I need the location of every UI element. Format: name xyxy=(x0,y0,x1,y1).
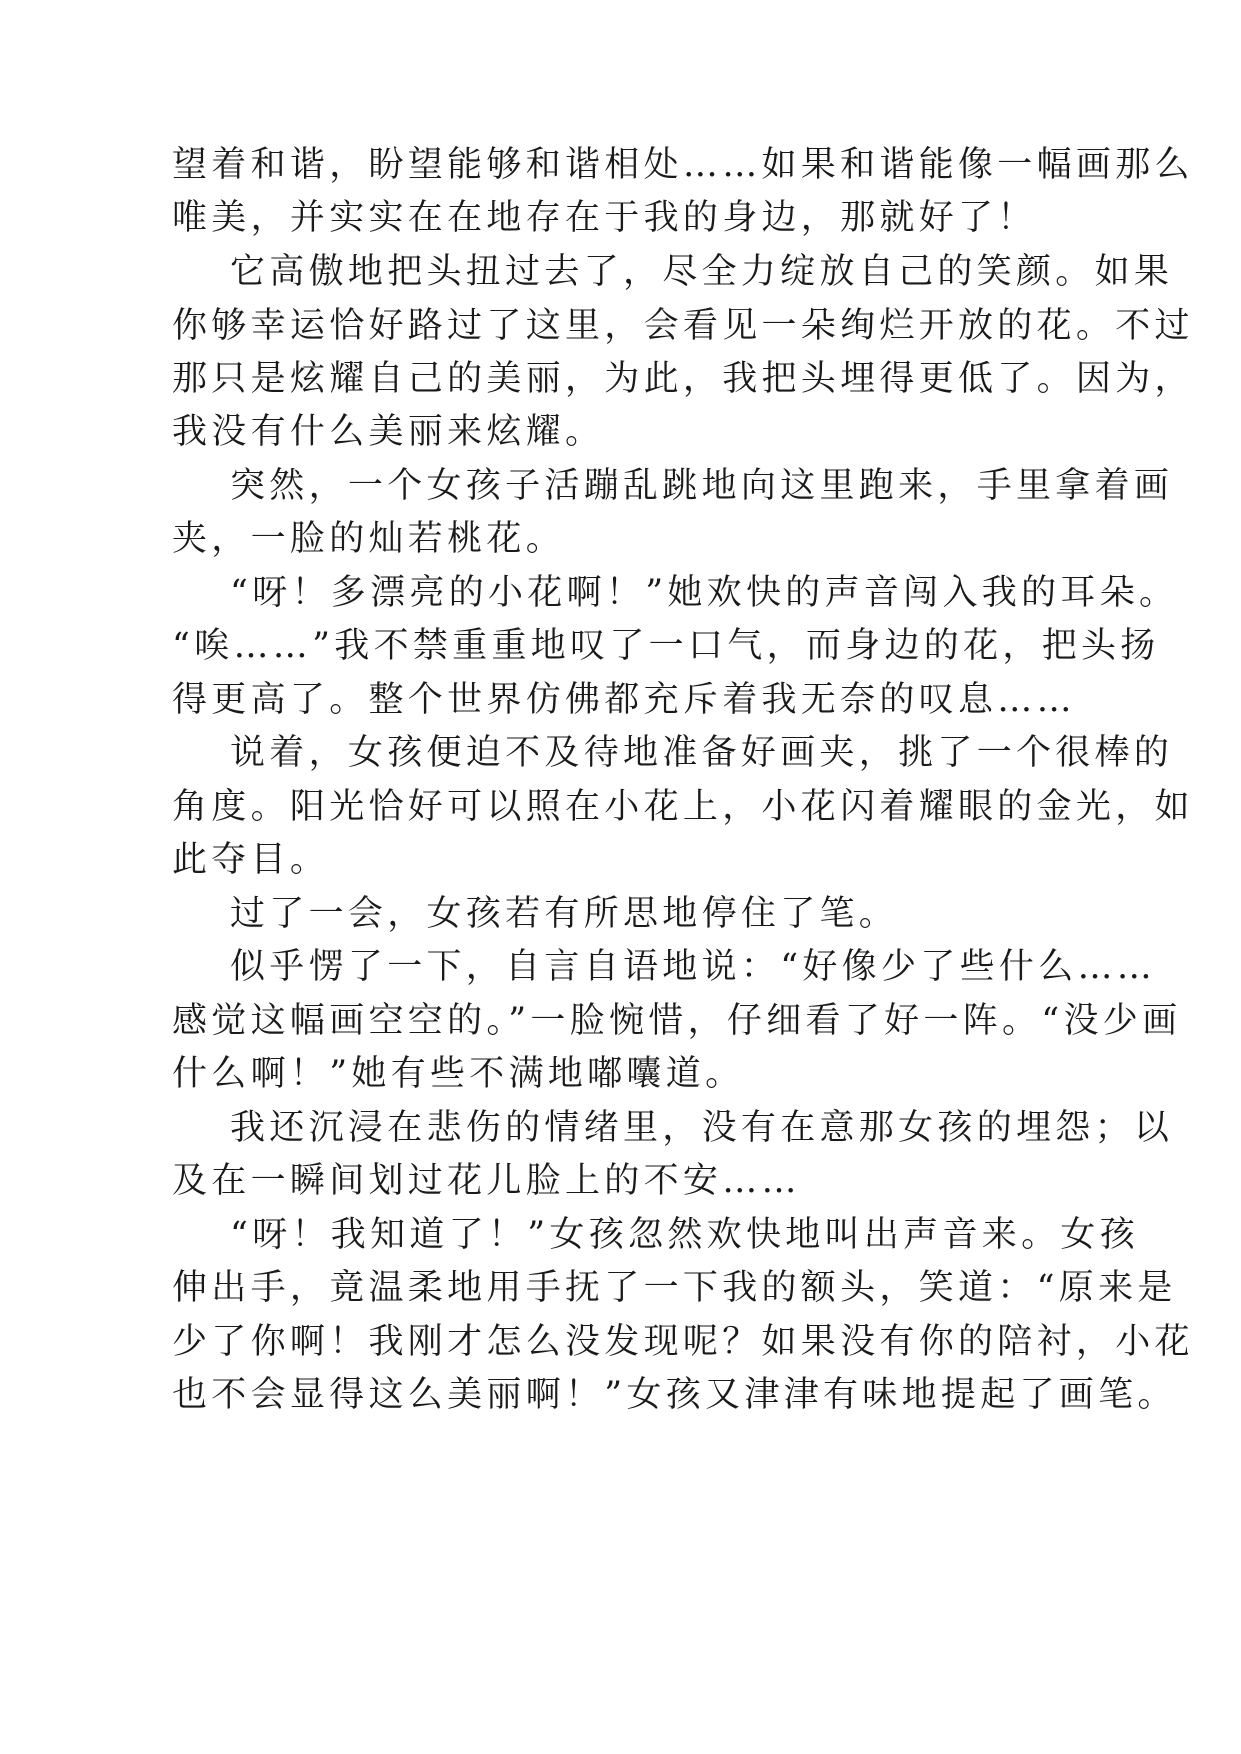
text-line: 感觉这幅画空空的。”一脸惋惜，仔细看了好一阵。“没少画 xyxy=(172,1001,1182,1041)
text-line: 它高傲地把头扭过去了，尽全力绽放自己的笑颜。如果 xyxy=(230,252,1174,292)
text-line: 突然，一个女孩子活蹦乱跳地向这里跑来，手里拿着画 xyxy=(230,466,1174,506)
text-line: 此夺目。 xyxy=(172,840,330,880)
text-line: 你够幸运恰好路过了这里，会看见一朵绚烂开放的花。不过 xyxy=(172,306,1194,346)
text-line: 说着，女孩便迫不及待地准备好画夹，挑了一个很棒的 xyxy=(230,733,1174,773)
text-line: 我没有什么美丽来炫耀。 xyxy=(172,412,605,452)
text-line: 什么啊！”她有些不满地嘟囔道。 xyxy=(172,1054,745,1094)
text-line: “呀！多漂亮的小花啊！”她欢快的声音闯入我的耳朵。 xyxy=(230,573,1179,613)
text-line: 及在一瞬间划过花儿脸上的不安…… xyxy=(172,1161,801,1201)
text-line: 过了一会，女孩若有所思地停住了笔。 xyxy=(230,894,899,934)
text-line: “唉……”我不禁重重地叹了一口气，而身边的花，把头扬 xyxy=(172,626,1160,666)
text-line: 似乎愣了一下，自言自语地说：“好像少了些什么…… xyxy=(230,947,1157,987)
text-line: “呀！我知道了！”女孩忽然欢快地叫出声音来。女孩 xyxy=(230,1215,1139,1255)
text-line: 唯美，并实实在在地存在于我的身边，那就好了！ xyxy=(172,198,1037,238)
text-line: 也不会显得这么美丽啊！”女孩又津津有味地提起了画笔。 xyxy=(172,1375,1177,1415)
text-line: 伸出手，竟温柔地用手抚了一下我的额头，笑道：“原来是 xyxy=(172,1268,1177,1308)
text-line: 少了你啊！我刚才怎么没发现呢？如果没有你的陪衬，小花 xyxy=(172,1322,1194,1362)
text-line: 角度。阳光恰好可以照在小花上，小花闪着耀眼的金光，如 xyxy=(172,787,1194,827)
text-line: 夹，一脸的灿若桃花。 xyxy=(172,519,566,559)
text-line: 得更高了。整个世界仿佛都充斥着我无奈的叹息…… xyxy=(172,680,1076,720)
text-line: 那只是炫耀自己的美丽，为此，我把头埋得更低了。因为， xyxy=(172,359,1194,399)
text-line: 望着和谐，盼望能够和谐相处……如果和谐能像一幅画那么 xyxy=(172,145,1194,185)
text-line: 我还沉浸在悲伤的情绪里，没有在意那女孩的埋怨；以 xyxy=(230,1108,1174,1148)
